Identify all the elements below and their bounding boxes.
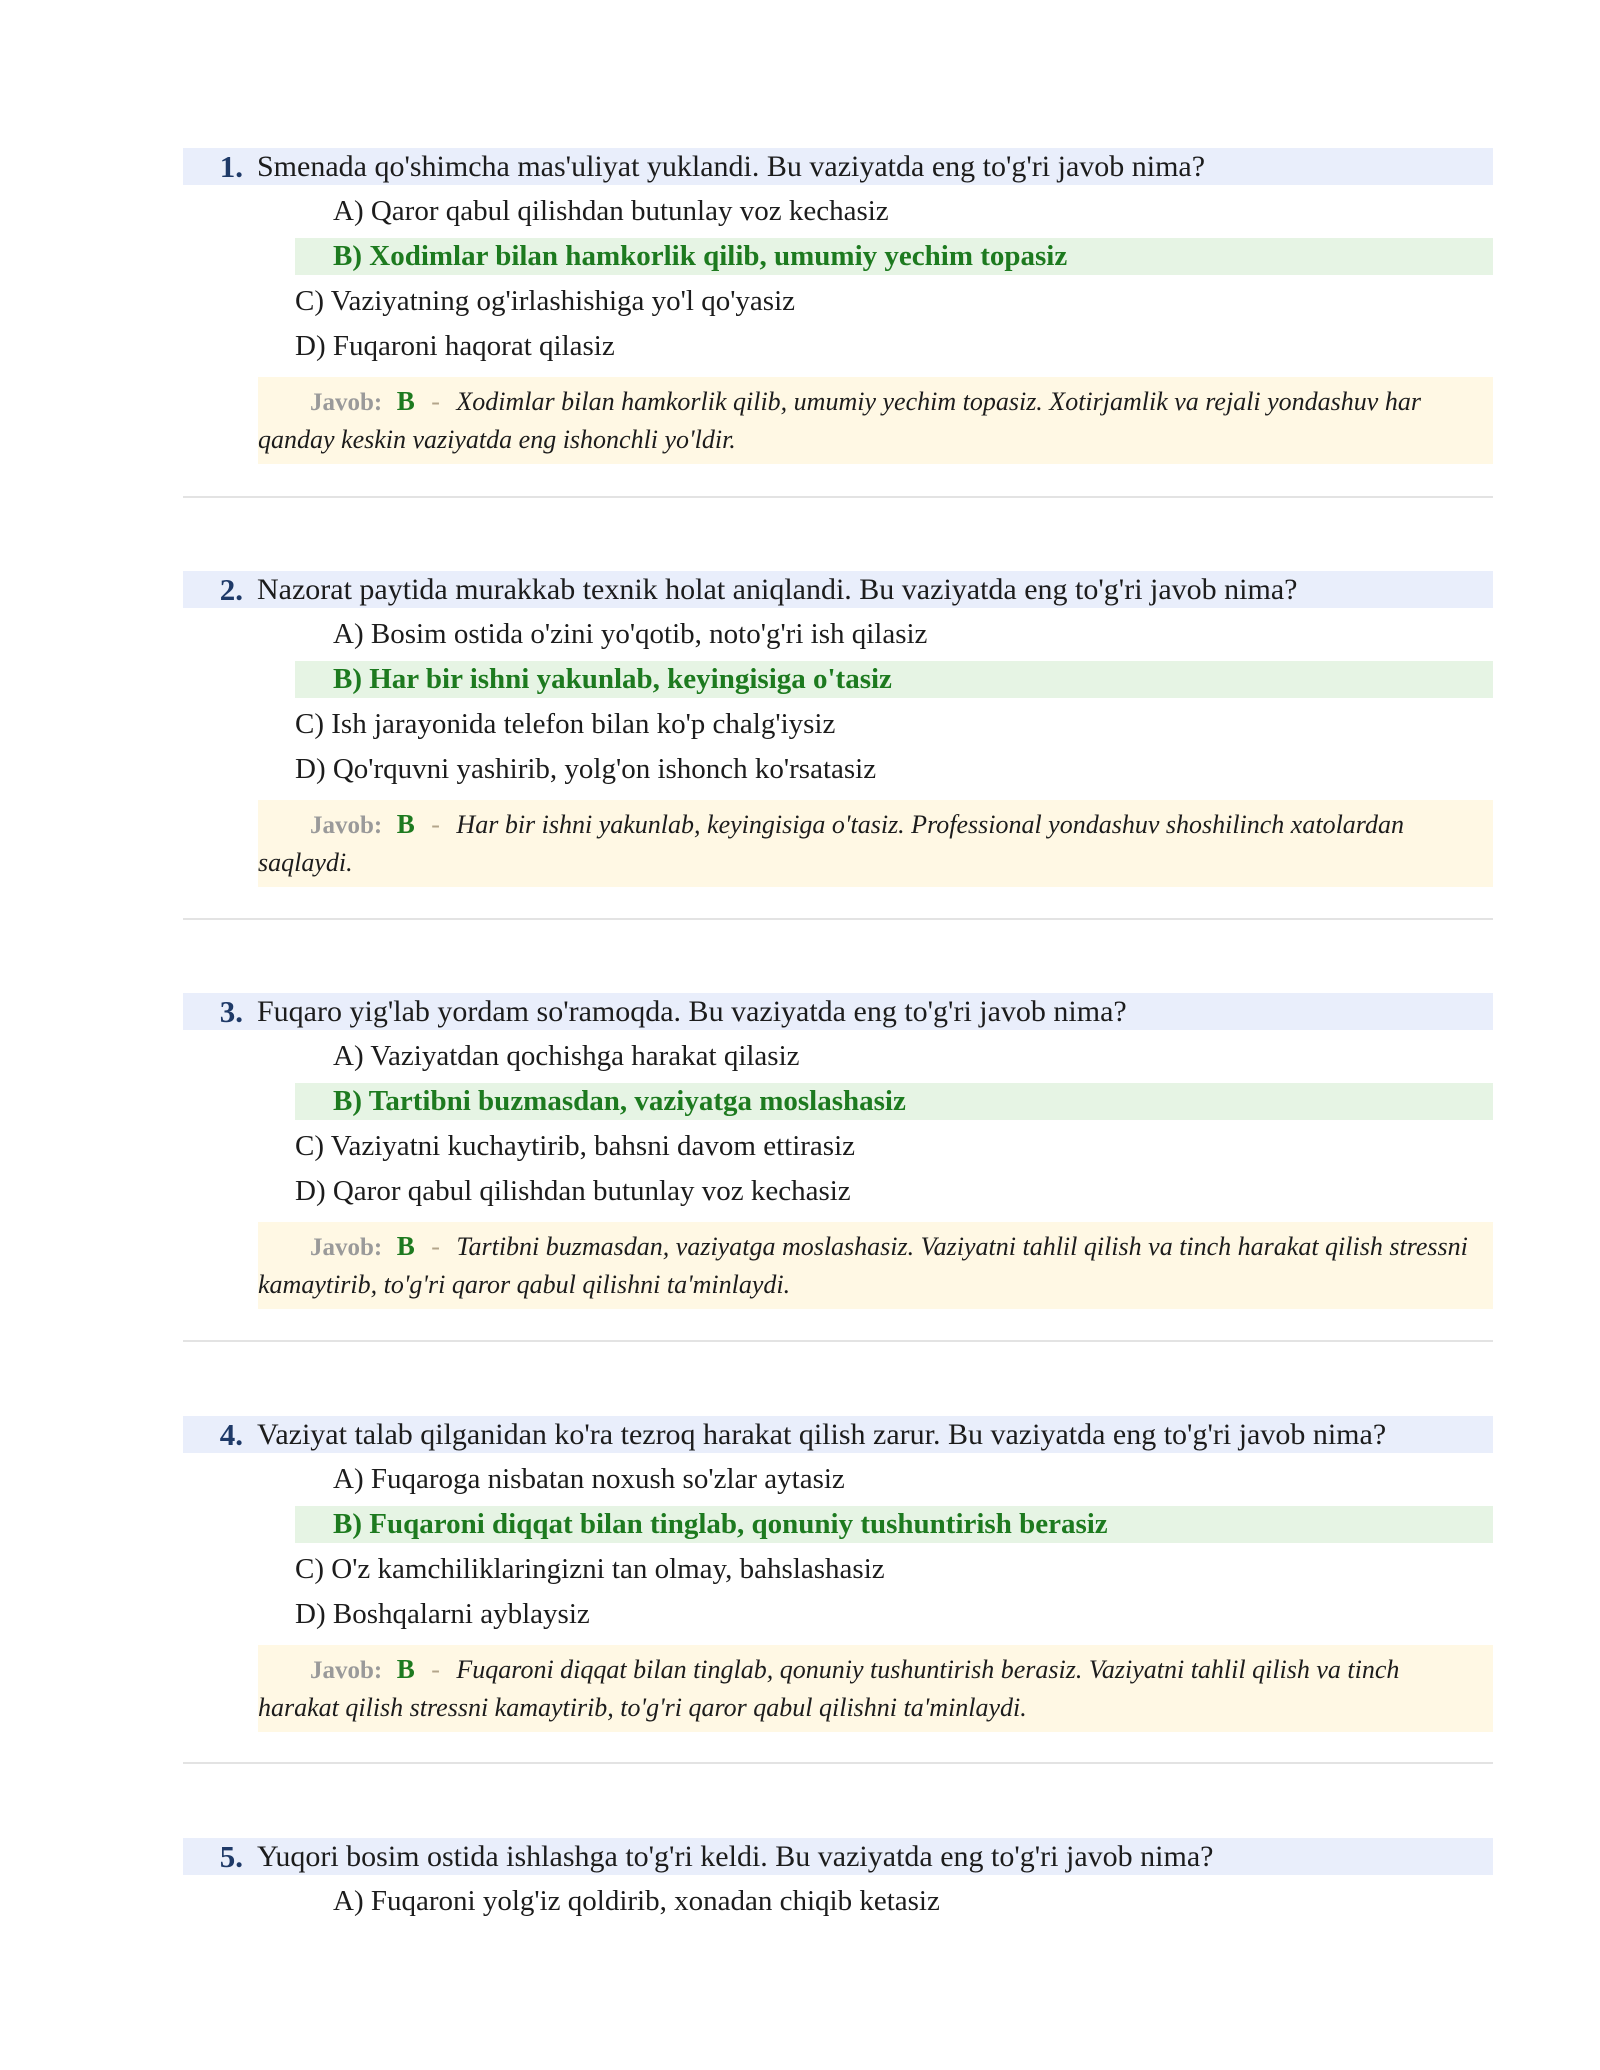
question-text: Fuqaro yig'lab yordam so'ramoqda. Bu vaziyatda eng to'g'ri javob nima?: [257, 994, 1127, 1028]
answer-letter: B: [396, 1231, 415, 1261]
option-c: C) Vaziyatni kuchaytirib, bahsni davom ettirasiz: [295, 1130, 855, 1162]
option-d: D) Qaror qabul qilishdan butunlay voz kechasiz: [295, 1175, 851, 1207]
question-3: [183, 993, 1493, 1309]
option-a: A) Bosim ostida o'zini yo'qotib, noto'g'ri ish qilasiz: [333, 618, 928, 650]
divider: [183, 1340, 1493, 1342]
question-header: [183, 148, 1493, 185]
answer-text: Har bir ishni yakunlab, keyingisiga o'tasiz. Professional yondashuv shoshilinch xatolardan saqlaydi.: [258, 810, 1404, 877]
option-d: D) Boshqalarni ayblaysiz: [295, 1598, 590, 1630]
answer-text: Xodimlar bilan hamkorlik qilib, umumiy yechim topasiz. Xotirjamlik va rejali yondashuv har qanday keskin vaziyatda eng ishonchli yo'ldir.: [258, 387, 1421, 454]
question-text: Nazorat paytida murakkab texnik holat aniqlandi. Bu vaziyatda eng to'g'ri javob nima?: [257, 572, 1298, 606]
answer-dash: -: [431, 1232, 440, 1261]
divider: [183, 918, 1493, 920]
question-number: 1.: [219, 148, 243, 184]
option-a: A) Fuqaroni yolg'iz qoldirib, xonadan chiqib ketasiz: [333, 1885, 940, 1917]
answer-label: Javob:: [310, 1657, 383, 1684]
option-d: D) Qo'rquvni yashirib, yolg'on ishonch ko'rsatasiz: [295, 753, 877, 785]
option-c: C) O'z kamchiliklaringizni tan olmay, bahslashasiz: [295, 1553, 885, 1585]
answer-dash: -: [431, 1655, 440, 1684]
option-c: C) Vaziyatning og'irlashishiga yo'l qo'yasiz: [295, 285, 796, 317]
question-header: [183, 993, 1493, 1030]
answer-dash: -: [431, 387, 440, 416]
question-number: 4.: [219, 1416, 243, 1452]
option-d: D) Fuqaroni haqorat qilasiz: [295, 330, 615, 362]
option-b-correct: B) Xodimlar bilan hamkorlik qilib, umumiy yechim topasiz: [295, 238, 1493, 275]
question-header: [183, 571, 1493, 608]
option-a: A) Qaror qabul qilishdan butunlay voz kechasiz: [333, 195, 889, 227]
question-text: Vaziyat talab qilganidan ko'ra tezroq harakat qilish zarur. Bu vaziyatda eng to'g'ri javob nima?: [257, 1417, 1387, 1451]
option-b-correct: B) Har bir ishni yakunlab, keyingisiga o'tasiz: [295, 661, 1493, 698]
option-b-correct: B) Fuqaroni diqqat bilan tinglab, qonuniy tushuntirish berasiz: [295, 1506, 1493, 1543]
answer-text: Fuqaroni diqqat bilan tinglab, qonuniy tushuntirish berasiz. Vaziyatni tahlil qilish va tinch harakat qilish stressni kamaytirib, to'g'ri qaror qabul qilishni ta'minlaydi.: [258, 1655, 1400, 1722]
question-4: [183, 1416, 1493, 1732]
answer-letter: B: [396, 1654, 415, 1684]
question-text: Yuqori bosim ostida ishlashga to'g'ri keldi. Bu vaziyatda eng to'g'ri javob nima?: [257, 1839, 1214, 1873]
option-b-correct: B) Tartibni buzmasdan, vaziyatga moslashasiz: [295, 1083, 1493, 1120]
option-a: A) Fuqaroga nisbatan noxush so'zlar aytasiz: [333, 1463, 845, 1495]
answer-text: Tartibni buzmasdan, vaziyatga moslashasiz. Vaziyatni tahlil qilish va tinch harakat qilish stressni kamaytirib, to'g'ri qaror qabul qilishni ta'minlaydi.: [258, 1232, 1468, 1299]
answer-label: Javob:: [310, 1234, 383, 1261]
answer-explanation: [258, 800, 1493, 887]
answer-dash: -: [431, 810, 440, 839]
option-a: A) Vaziyatdan qochishga harakat qilasiz: [333, 1040, 800, 1072]
question-number: 5.: [219, 1838, 243, 1874]
question-1: [183, 148, 1493, 464]
question-5: [183, 1838, 1493, 1920]
answer-letter: B: [396, 386, 415, 416]
answer-explanation: [258, 1645, 1493, 1732]
divider: [183, 496, 1493, 498]
question-header: [183, 1838, 1493, 1875]
answer-explanation: [258, 377, 1493, 464]
question-number: 2.: [219, 571, 243, 607]
question-number: 3.: [219, 993, 243, 1029]
answer-letter: B: [396, 809, 415, 839]
answer-label: Javob:: [310, 812, 383, 839]
option-c: C) Ish jarayonida telefon bilan ko'p chalg'iysiz: [295, 708, 836, 740]
question-text: Smenada qo'shimcha mas'uliyat yuklandi. Bu vaziyatda eng to'g'ri javob nima?: [257, 149, 1206, 183]
answer-label: Javob:: [310, 389, 383, 416]
question-2: [183, 571, 1493, 887]
divider: [183, 1762, 1493, 1764]
answer-explanation: [258, 1222, 1493, 1309]
question-header: [183, 1416, 1493, 1453]
